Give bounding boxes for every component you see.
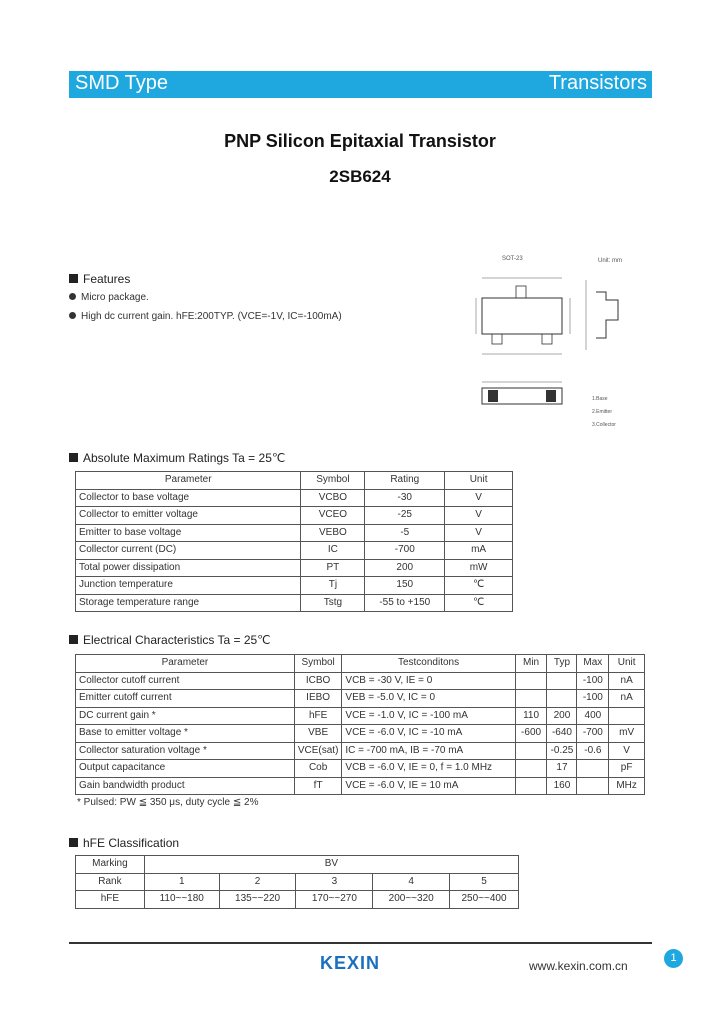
package-units: Unit: mm (598, 258, 622, 264)
features-heading: Features (69, 272, 130, 286)
abs-max-table (75, 471, 513, 612)
square-bullet-icon (69, 635, 78, 644)
table-row: Total power dissipation PT 200 mW (76, 559, 513, 577)
dot-bullet-icon (69, 293, 76, 300)
feature-item: Micro package. (69, 292, 149, 303)
elec-heading: Electrical Characteristics Ta = 25℃ (69, 633, 271, 647)
pin-label: 1.Base (592, 396, 608, 402)
table-row: Marking BV (76, 856, 519, 874)
table-row: Output capacitance Cob VCB = -6.0 V, IE = 0, f = 1.0 MHz 17 pF (76, 760, 645, 778)
table-row: Collector cutoff current ICBO VCB = -30 V, IE = 0 -100 nA (76, 672, 645, 690)
header-bar (69, 71, 652, 98)
dot-bullet-icon (69, 312, 76, 319)
feature-item: High dc current gain. hFE:200TYP. (VCE=-1V, IC=-100mA) (69, 311, 342, 322)
column-header: Rating (365, 472, 445, 490)
abs-max-heading: Absolute Maximum Ratings Ta = 25℃ (69, 451, 285, 465)
kexin-logo: KEXIN (320, 953, 381, 973)
table-row: Collector to emitter voltage VCEO -25 V (76, 507, 513, 525)
table-row: Junction temperature Tj 150 ℃ (76, 577, 513, 595)
table-row: Collector current (DC) IC -700 mA (76, 542, 513, 560)
hfe-table (75, 855, 519, 909)
table-row: Emitter cutoff current IEBO VEB = -5.0 V, IC = 0 -100 nA (76, 690, 645, 708)
table-row: Collector to base voltage VCBO -30 V (76, 489, 513, 507)
square-bullet-icon (69, 274, 78, 283)
package-drawing (468, 250, 628, 440)
elec-table (75, 654, 645, 795)
column-header: Unit (445, 472, 513, 490)
table-header-row (76, 472, 513, 490)
page-number: 1 (664, 949, 683, 968)
table-row: hFE 110~~180 135~~220 170~~270 200~~320 250~~400 (76, 891, 519, 909)
table-row: Collector saturation voltage * VCE(sat) IC = -700 mA, IB = -70 mA -0.25 -0.6 V (76, 742, 645, 760)
column-header: Symbol (301, 472, 365, 490)
table-header-row: Parameter Symbol Testconditons Min Typ Max Unit (76, 655, 645, 673)
pulse-note: * Pulsed: PW ≦ 350 μs, duty cycle ≦ 2% (77, 797, 259, 808)
footer-divider (69, 942, 652, 944)
table-row: Gain bandwidth product fT VCE = -6.0 V, IE = 10 mA 160 MHz (76, 777, 645, 795)
square-bullet-icon (69, 453, 78, 462)
pin-label: 3.Collector (592, 422, 616, 428)
column-header: Parameter (76, 472, 301, 490)
hfe-heading: hFE Classification (69, 836, 179, 850)
table-row: DC current gain * hFE VCE = -1.0 V, IC = -100 mA 110 200 400 (76, 707, 645, 725)
document-title: PNP Silicon Epitaxial Transistor (224, 131, 496, 151)
square-bullet-icon (69, 838, 78, 847)
header-right-label: Transistors (548, 72, 647, 94)
website-url: www.kexin.com.cn (529, 959, 628, 973)
table-row: Emitter to base voltage VEBO -5 V (76, 524, 513, 542)
table-row: Storage temperature range Tstg -55 to +150 ℃ (76, 594, 513, 612)
table-row: Rank 1 2 3 4 5 (76, 873, 519, 891)
table-row: Base to emitter voltage * VBE VCE = -6.0 V, IC = -10 mA -600 -640 -700 mV (76, 725, 645, 743)
pin-label: 2.Emitter (592, 409, 613, 415)
package-name: SOT-23 (502, 256, 523, 262)
part-number: 2SB624 (329, 167, 391, 186)
header-left-label: SMD Type (75, 72, 168, 94)
